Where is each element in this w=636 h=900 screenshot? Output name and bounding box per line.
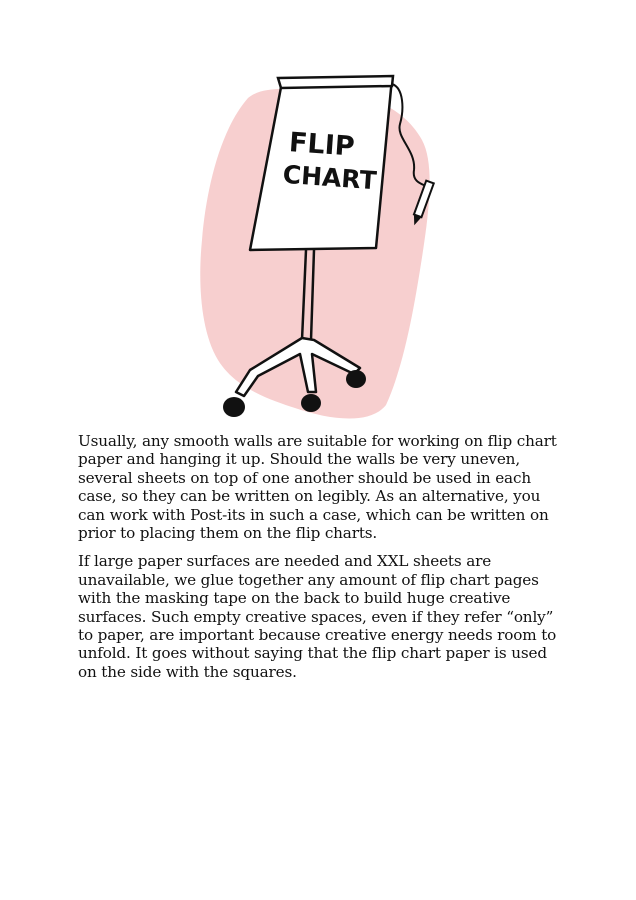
paragraph-2: If large paper surfaces are needed and XXL sheets are unavailable, we glue together any amount of flip chart pages with the masking tape on the back to build huge creative surfaces. Such empty creative spaces, even if they refer “only” to paper, are important because creative energy needs room to unfold. It goes without saying that the flip chart paper is used on the side with the squares. [78,552,557,681]
wheel-left [223,397,245,417]
wheel-right [346,370,366,388]
body-text [78,432,568,691]
chart-lettering: CHART [281,159,378,196]
flip-chart-drawing [190,70,450,430]
flip-chart-clamp [278,76,393,88]
flip-lettering: FLIP [288,127,356,163]
wheel-middle [301,394,321,412]
paragraph-1: Usually, any smooth walls are suitable for working on flip chart paper and hanging it up. Should the walls be very uneven, several sheets on top of one another should be used in each case, so they can be written on legibly. As an alternative, you can work with Post-its in such a case, which can be written on prior to placing them on the flip charts. [78,432,557,543]
flip-chart-illustration [190,70,450,430]
